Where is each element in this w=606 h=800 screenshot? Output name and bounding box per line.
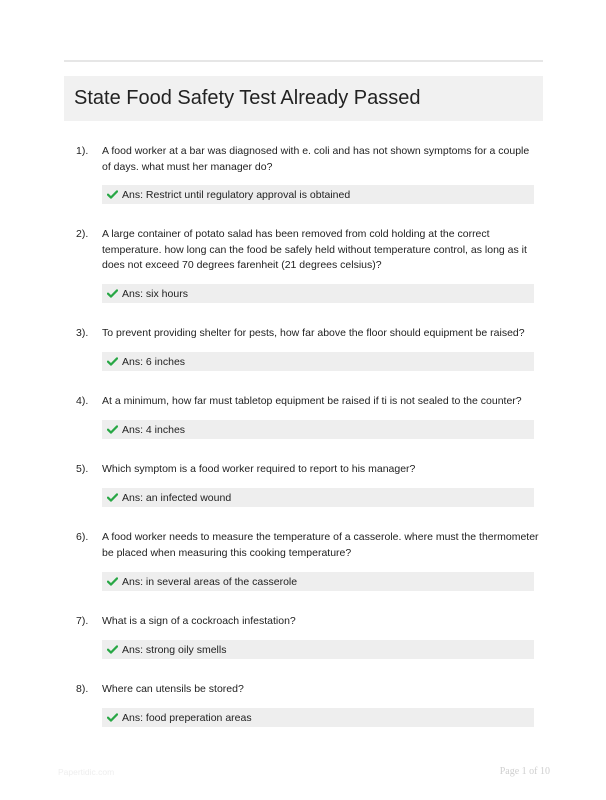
question-number: 2).	[76, 228, 89, 240]
page-number: Page 1 of 10	[499, 766, 550, 777]
check-icon	[107, 713, 118, 722]
answer-box	[102, 352, 534, 371]
answer-box	[102, 572, 534, 591]
answer-box	[102, 488, 534, 507]
check-icon	[107, 425, 118, 434]
answer-text: Ans: food preperation areas	[122, 711, 252, 724]
answer-box	[102, 640, 534, 659]
question-number: 7).	[76, 615, 89, 627]
answer-text: Ans: Restrict until regulatory approval is obtained	[122, 188, 351, 201]
question-text: A large container of potato salad has been removed from cold holding at the correct temperature. how long can the food be safely held without temperature control, as long as it does not exceed 70 degrees farenheit (21 degrees celsius)?	[102, 228, 527, 271]
check-icon	[107, 493, 118, 502]
question-text: Which symptom is a food worker required to report to his manager?	[102, 463, 416, 475]
answer-box	[102, 284, 534, 303]
question-number: 8).	[76, 683, 89, 695]
question-number: 4).	[76, 395, 89, 407]
question-text: Where can utensils be stored?	[102, 683, 244, 695]
answer-text: Ans: 4 inches	[122, 423, 186, 436]
answer-text: Ans: six hours	[122, 287, 188, 300]
title-banner	[64, 76, 543, 121]
question-number: 3).	[76, 327, 89, 339]
question-number: 6).	[76, 531, 89, 543]
answer-text: Ans: in several areas of the casserole	[122, 575, 298, 588]
question-text: A food worker needs to measure the temperature of a casserole. where must the thermometer be placed when measuring this cooking temperature?	[102, 531, 539, 559]
check-icon	[107, 645, 118, 654]
question-text: A food worker at a bar was diagnosed with e. coli and has not shown symptoms for a couple of days. what must her manager do?	[102, 145, 530, 173]
question-text: What is a sign of a cockroach infestation?	[102, 615, 296, 627]
answer-box	[102, 708, 534, 727]
question-text: To prevent providing shelter for pests, how far above the floor should equipment be raised?	[102, 327, 525, 339]
check-icon	[107, 190, 118, 199]
page-title: State Food Safety Test Already Passed	[74, 87, 421, 109]
answer-text: Ans: strong oily smells	[122, 643, 227, 656]
question-text: At a minimum, how far must tabletop equipment be raised if ti is not sealed to the counter?	[102, 395, 522, 407]
check-icon	[107, 357, 118, 366]
check-icon	[107, 577, 118, 586]
top-rule	[64, 60, 543, 62]
question-number: 1).	[76, 145, 89, 157]
answer-text: Ans: 6 inches	[122, 355, 186, 368]
check-icon	[107, 289, 118, 298]
answer-box	[102, 420, 534, 439]
answer-text: Ans: an infected wound	[122, 491, 232, 504]
question-number: 5).	[76, 463, 89, 475]
answer-box	[102, 185, 534, 204]
watermark-text: Papertidic.com	[58, 767, 115, 777]
